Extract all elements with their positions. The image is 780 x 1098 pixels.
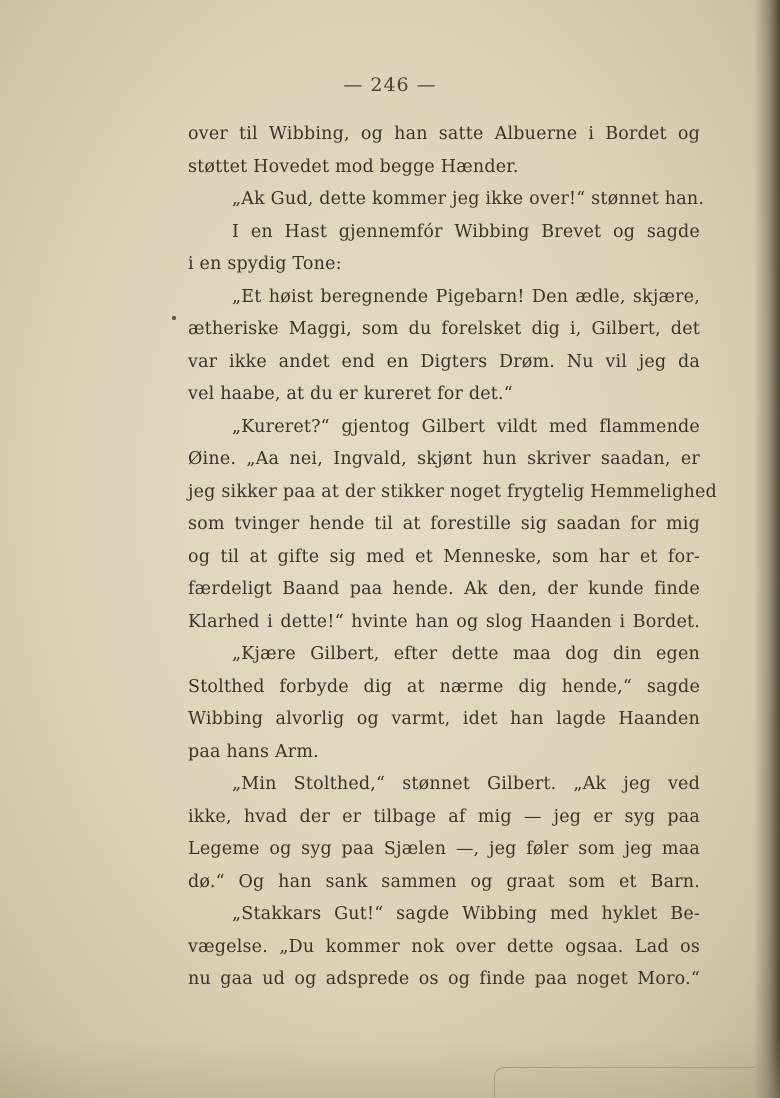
text-line: vægelse. „Du kommer nok over dette ogsaa. Lad os <box>188 936 700 957</box>
text-line: jeg sikker paa at der stikker noget frygtelig Hemmelighed <box>188 481 717 502</box>
text-line: som tvinger hende til at forestille sig saadan for mig <box>188 514 700 534</box>
text-line: Øine. „Aa nei, Ingvald, skjønt hun skriver saadan, er <box>188 449 700 469</box>
text-line: ikke, hvad der er tilbage af mig — jeg er syg paa <box>188 806 700 827</box>
text-line: færdeligt Baand paa hende. Ak den, der kunde finde <box>188 579 700 599</box>
text-line: „Stakkars Gut!“ sagde Wibbing med hyklet Be- <box>232 904 700 924</box>
text-line: støttet Hovedet mod begge Hænder. <box>188 156 519 177</box>
text-line: „Kjære Gilbert, efter dette maa dog din egen <box>232 644 700 664</box>
text-line: Wibbing alvorlig og varmt, idet han lagde Haanden <box>188 709 700 729</box>
text-line: „Min Stolthed,“ stønnet Gilbert. „Ak jeg ved <box>232 774 700 794</box>
text-line: var ikke andet end en Digters Drøm. Nu vil jeg da <box>188 351 700 372</box>
text-line: „Kureret?“ gjentog Gilbert vildt med flammende <box>232 416 700 437</box>
text-line: I en Hast gjennemfór Wibbing Brevet og sagde <box>232 221 700 242</box>
page-edge-shadow <box>754 0 780 1098</box>
text-line: Legeme og syg paa Sjælen —, jeg føler som jeg maa <box>188 839 700 859</box>
text-line: dø.“ Og han sank sammen og graat som et Barn. <box>188 871 700 892</box>
text-line: Klarhed i dette!“ hvinte han og slog Haanden i Bordet. <box>188 611 700 632</box>
text-line: nu gaa ud og adsprede os og finde paa noget Moro.“ <box>188 969 700 989</box>
page-corner-mark <box>494 1067 755 1098</box>
text-line: „Et høist beregnende Pigebarn! Den ædle, skjære, <box>232 286 700 307</box>
ink-speck <box>172 316 176 320</box>
text-line: ætheriske Maggi, som du forelsket dig i, Gilbert, det <box>188 319 700 339</box>
text-line: i en spydig Tone: <box>188 254 342 274</box>
page-number: — 246 — <box>343 74 437 96</box>
text-line: over til Wibbing, og han satte Albuerne i Bordet og <box>188 124 700 144</box>
body-text <box>188 118 717 996</box>
text-line: Stolthed forbyde dig at nærme dig hende,“ sagde <box>188 676 700 697</box>
text-line: og til at gifte sig med et Menneske, som har et for- <box>188 546 700 567</box>
text-line: „Ak Gud, dette kommer jeg ikke over!“ stønnet han. <box>232 189 705 209</box>
text-line: vel haabe, at du er kureret for det.“ <box>188 384 513 404</box>
text-line: paa hans Arm. <box>188 741 319 762</box>
